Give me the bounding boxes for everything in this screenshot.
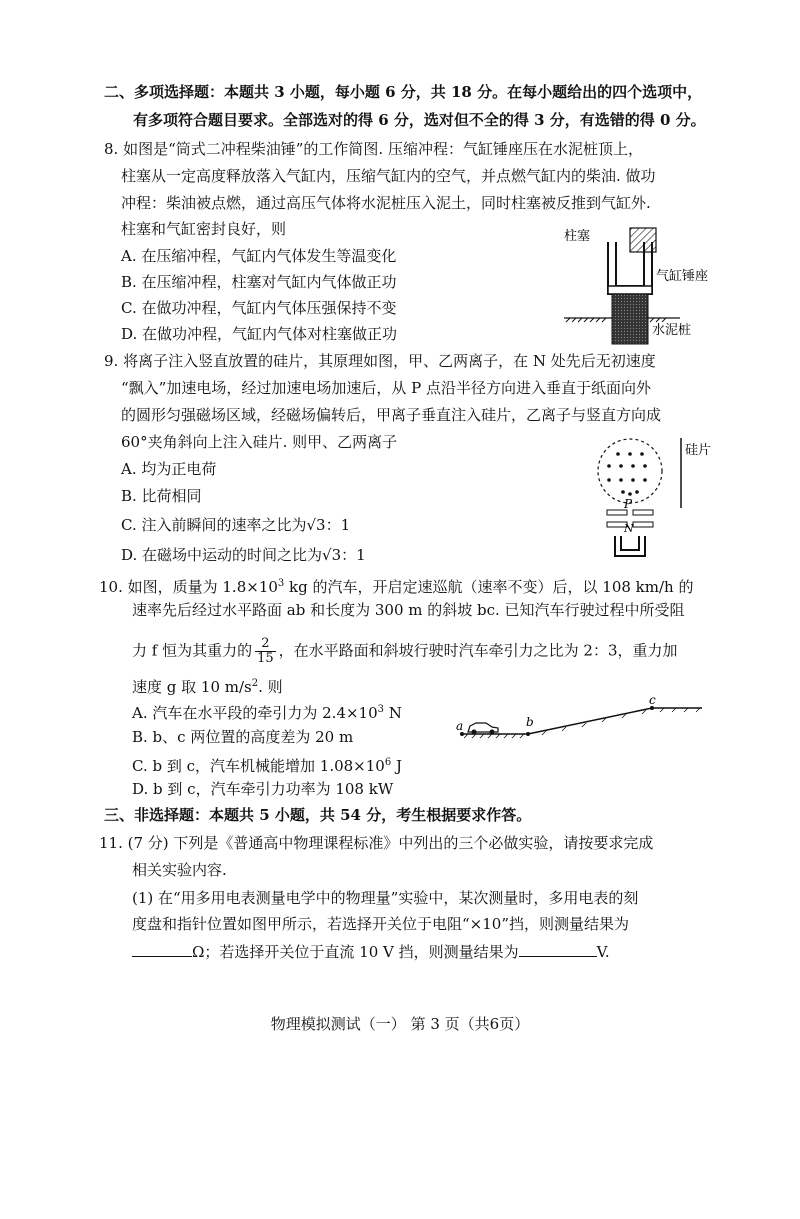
q8-option-a: A. 在压缩冲程，气缸内气体发生等温变化 <box>121 247 397 265</box>
concrete-pile <box>612 294 648 344</box>
q9-ion-implantation-figure <box>585 428 725 568</box>
q8-label-plunger: 柱塞 <box>564 229 591 244</box>
q10-option-c: C. b 到 c，汽车机械能增加 $1.08\times 10^6$ J <box>132 757 402 775</box>
q10-option-a: A. 汽车在水平段的牵引力为 $2.4\times 10^3$ N <box>132 704 402 722</box>
q9-label-P: P <box>624 497 633 511</box>
q11-part1-line-3: Ω；若选择开关位于直流 10 V 挡，则测量结果为 V. <box>132 942 610 962</box>
q10-option-b: B. b、c 两位置的高度差为 20 m <box>132 728 354 746</box>
q10-stem-line-3: 力 f 恒为其重力的 $\frac{2}{15}$ ，在水平路面和斜坡行驶时汽车牵引力之比为 2：3，重力加 <box>132 636 678 666</box>
q11-stem-line-1: 11. (7 分) 下列是《普通高中物理课程标准》中列出的三个必做实验，请按要求完成 <box>99 834 654 852</box>
answer-blank-volt[interactable] <box>519 942 597 957</box>
q9-label-N: N <box>624 522 634 535</box>
q10-road-slope-figure <box>452 696 707 742</box>
q10-stem-line-4: 速度 g 取 10 $m/s^2$. 则 <box>132 678 283 696</box>
q8-option-c: C. 在做功冲程，气缸内气体压强保持不变 <box>121 299 397 317</box>
q8-label-seat: 气缸锤座 <box>656 269 709 284</box>
q10-stem-line-1: 10. 如图，质量为 $1.8\times 10^3$ kg 的汽车，开启定速巡航（速率不变）后，以 108 km/h 的 <box>99 578 694 596</box>
q9-option-d: D. 在磁场中运动的时间之比为√3：1 <box>121 546 366 564</box>
q8-stem-line-3: 冲程：柴油被点燃，通过高压气体将水泥桩压入泥土，同时柱塞被反推到气缸外. <box>121 194 651 212</box>
q8-stem-line-1: 8. 如图是“筒式二冲程柴油锤”的工作简图. 压缩冲程：气缸锤座压在水泥桩顶上， <box>104 140 643 158</box>
section-2-heading-line-1: 二、多项选择题：本题共 3 小题，每小题 6 分，共 18 分。在每小题给出的四个选项中， <box>104 83 703 101</box>
car-icon <box>468 723 498 735</box>
q8-label-pile: 水泥桩 <box>652 323 692 338</box>
q9-stem-line-4: 60°夹角斜向上注入硅片. 则甲、乙两离子 <box>121 433 398 451</box>
q8-stem-line-2: 柱塞从一定高度释放落入气缸内，压缩气缸内的空气，并点燃气缸内的柴油. 做功 <box>121 167 656 185</box>
q8-stem-line-4: 柱塞和气缸密封良好，则 <box>121 220 287 238</box>
q10-label-c: c <box>649 696 656 707</box>
q10-label-b: b <box>526 715 534 729</box>
q11-stem-line-2: 相关实验内容. <box>132 861 227 879</box>
q11-part1-line-2: 度盘和指针位置如图甲所示，若选择开关位于电阻“×10”挡，则测量结果为 <box>132 915 629 933</box>
q9-stem-line-2: “飘入”加速电场，经过加速电场加速后，从 P 点沿半径方向进入垂直于纸面向外 <box>121 379 651 397</box>
q11-part1-line-1: (1) 在“用多用电表测量电学中的物理量”实验中，某次测量时，多用电表的刻 <box>132 889 639 907</box>
page-footer: 物理模拟测试（一） 第 3 页（共6页） <box>270 1015 530 1033</box>
q9-option-b: B. 比荷相同 <box>121 487 202 505</box>
q9-option-c: C. 注入前瞬间的速率之比为√3：1 <box>121 516 351 534</box>
q10-option-d: D. b 到 c，汽车牵引力功率为 108 kW <box>132 780 394 798</box>
q8-option-b: B. 在压缩冲程，柱塞对气缸内气体做正功 <box>121 273 397 291</box>
q8-diesel-hammer-figure <box>560 222 740 347</box>
q9-label-wafer: 硅片 <box>685 443 712 458</box>
field-dots <box>607 452 647 496</box>
fraction-2-over-15: $\frac{2}{15}$ <box>257 636 274 666</box>
q10-label-a: a <box>456 719 464 733</box>
ion-source <box>615 536 645 556</box>
q9-stem-line-1: 9. 将离子注入竖直放置的硅片，其原理如图，甲、乙两离子，在 N 处先后无初速度 <box>104 352 656 370</box>
q9-stem-line-3: 的圆形匀强磁场区域，经磁场偏转后，甲离子垂直注入硅片，乙离子与竖直方向成 <box>121 406 662 424</box>
q8-option-d: D. 在做功冲程，气缸内气体对柱塞做正功 <box>121 325 398 343</box>
q10-stem-line-2: 速率先后经过水平路面 ab 和长度为 300 m 的斜坡 bc. 已知汽车行驶过程中所受阻 <box>132 601 685 619</box>
section-2-heading-line-2: 有多项符合题目要求。全部选对的得 6 分，选对但不全的得 3 分，有选错的得 0 分。 <box>133 111 706 129</box>
answer-blank-ohm[interactable] <box>132 942 192 957</box>
slope-road <box>528 708 652 734</box>
q9-option-a: A. 均为正电荷 <box>121 460 217 478</box>
section-3-heading: 三、非选择题：本题共 5 小题，共 54 分，考生根据要求作答。 <box>104 806 532 824</box>
